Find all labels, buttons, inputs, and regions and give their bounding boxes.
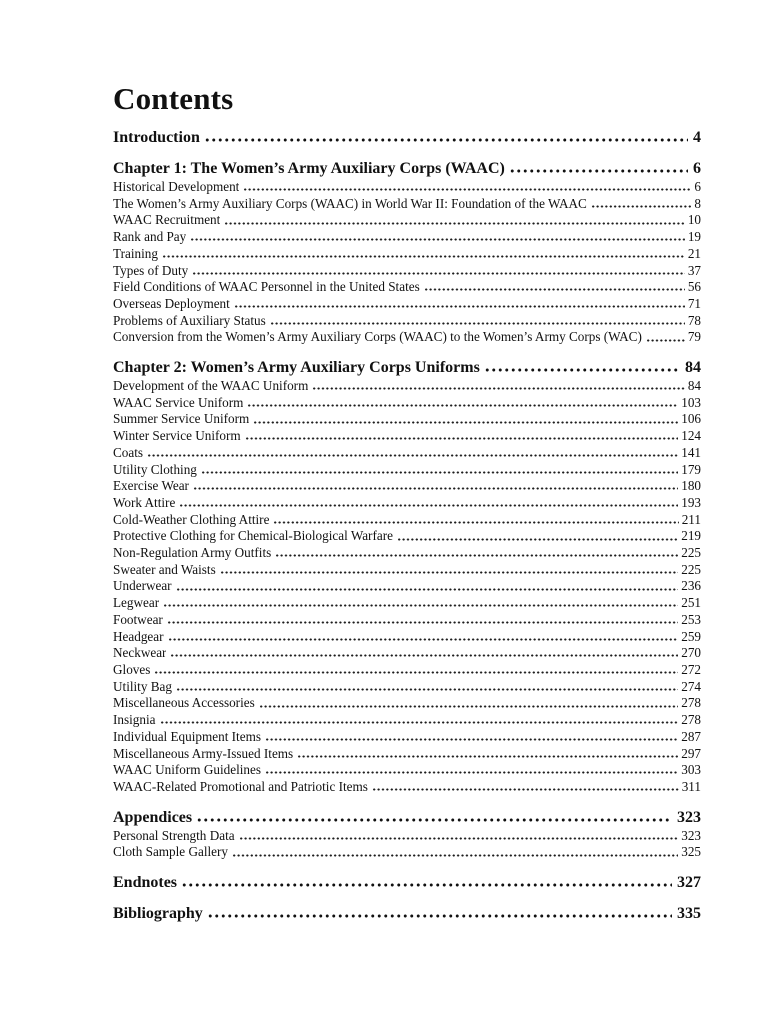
dot-leader (232, 844, 678, 861)
toc-entry-page-number: 19 (687, 229, 701, 245)
dot-leader (162, 246, 685, 263)
toc-entry-row (113, 528, 701, 545)
toc-entry-label: WAAC Uniform Guidelines (113, 762, 261, 778)
toc-heading-label: Chapter 2: Women’s Army Auxiliary Corps Uniforms (113, 359, 480, 377)
dot-leader (646, 329, 685, 346)
dot-leader (265, 762, 678, 779)
toc-entry-page-number: 141 (681, 444, 701, 460)
toc-heading-row (113, 904, 701, 923)
toc-entry-row (113, 313, 701, 330)
toc-entry-page-number: 278 (681, 695, 701, 711)
toc-entry-label: Headgear (113, 628, 164, 644)
dot-leader (193, 478, 678, 495)
dot-leader (179, 495, 678, 512)
toc-entry-label: Gloves (113, 661, 151, 677)
toc-entry-label: Problems of Auxiliary Status (113, 312, 266, 328)
toc-entry-row (113, 828, 701, 845)
toc-entry-page-number: 193 (681, 494, 701, 510)
toc-entry-page-number: 325 (681, 844, 701, 860)
dot-leader (247, 395, 678, 412)
toc-entry-label: Rank and Pay (113, 229, 187, 245)
toc-entry-page-number: 225 (681, 545, 701, 561)
toc-entry-label: Exercise Wear (113, 478, 189, 494)
toc-entry-row (113, 196, 701, 213)
dot-leader (201, 462, 678, 479)
toc-entry-row (113, 428, 701, 445)
toc-entry-page-number: 251 (681, 595, 701, 611)
dot-leader (163, 595, 678, 612)
dot-leader (147, 445, 678, 462)
toc-entry-page-number: 71 (687, 295, 701, 311)
toc-entry-label: Development of the WAAC Uniform (113, 378, 309, 394)
toc-section (113, 904, 701, 923)
dot-leader (259, 695, 678, 712)
toc-entry-label: Miscellaneous Army-Issued Items (113, 745, 294, 761)
toc-entry-row (113, 595, 701, 612)
dot-leader (176, 578, 679, 595)
toc-entry-label: Training (113, 245, 158, 261)
toc-section (113, 808, 701, 861)
toc-entry-label: Miscellaneous Accessories (113, 695, 255, 711)
toc-heading-label: Endnotes (113, 874, 178, 892)
toc-entry-label: Winter Service Uniform (113, 428, 241, 444)
toc-section (113, 358, 701, 796)
toc-heading-page-number: 6 (693, 160, 701, 177)
toc-entry-row (113, 411, 701, 428)
toc-entry-row (113, 279, 701, 296)
toc-heading-page-number: 323 (677, 808, 701, 826)
toc-entry-label: Underwear (113, 578, 172, 594)
toc-entry-label: Work Attire (113, 494, 176, 510)
toc-entry-row (113, 263, 701, 280)
toc-entry-label: Legwear (113, 595, 160, 611)
toc-entry-row (113, 762, 701, 779)
toc-entry-page-number: 323 (681, 827, 701, 843)
toc-entry-row (113, 844, 701, 861)
toc-entry-row (113, 495, 701, 512)
toc-heading-row (113, 808, 701, 827)
toc-entry-label: WAAC Recruitment (113, 212, 221, 228)
toc-entry-page-number: 10 (687, 212, 701, 228)
toc-entry-label: Conversion from the Women’s Army Auxiliary Corps (WAAC) to the Women’s Army Corps (WAC) (113, 329, 642, 345)
dot-leader (224, 212, 685, 229)
toc-entry-row (113, 629, 701, 646)
toc-entry-label: Overseas Deployment (113, 295, 230, 311)
toc-entry-row (113, 378, 701, 395)
toc-entry-row (113, 695, 701, 712)
toc-heading-page-number: 327 (677, 874, 701, 892)
toc-entry-label: Coats (113, 444, 144, 460)
dot-leader (176, 679, 678, 696)
dot-leader (243, 179, 691, 196)
toc-heading-row (113, 358, 701, 377)
dot-leader (273, 512, 678, 529)
dot-leader (591, 196, 692, 213)
toc-entry-label: Field Conditions of WAAC Personnel in the United States (113, 279, 420, 295)
toc-entry-page-number: 297 (681, 745, 701, 761)
toc-entry-label: Protective Clothing for Chemical-Biological Warfare (113, 528, 393, 544)
toc-entry-row (113, 478, 701, 495)
toc-entry-label: Neckwear (113, 645, 167, 661)
toc-entry-label: The Women’s Army Auxiliary Corps (WAAC) in World War II: Foundation of the WAAC (113, 195, 587, 211)
toc-heading-row (113, 128, 701, 147)
toc-entry-page-number: 56 (687, 279, 701, 295)
dot-leader (397, 528, 678, 545)
dot-leader (160, 712, 679, 729)
toc-entry-row (113, 329, 701, 346)
dot-leader (207, 904, 672, 923)
toc-entry-label: Types of Duty (113, 262, 189, 278)
dot-leader (204, 128, 688, 147)
dot-leader (234, 296, 685, 313)
dot-leader (245, 428, 679, 445)
toc-entry-page-number: 259 (681, 628, 701, 644)
dot-leader (312, 378, 684, 395)
toc-heading-row (113, 159, 701, 178)
toc-entry-page-number: 78 (687, 312, 701, 328)
toc-entry-page-number: 270 (681, 645, 701, 661)
toc-entry-page-number: 6 (694, 179, 701, 194)
toc-entry-page-number: 274 (681, 678, 701, 694)
toc-entry-row (113, 662, 701, 679)
toc-heading-page-number: 4 (693, 129, 701, 146)
toc-heading-row (113, 873, 701, 892)
toc-entry-page-number: 287 (681, 728, 701, 744)
dot-leader (509, 159, 688, 178)
toc-entry-page-number: 180 (681, 478, 701, 494)
dot-leader (192, 263, 685, 280)
toc-entry-page-number: 253 (681, 611, 701, 627)
toc-entry-label: Insignia (113, 712, 156, 728)
dot-leader (275, 545, 678, 562)
dot-leader (270, 313, 685, 330)
toc-section (113, 873, 701, 892)
toc-entry-page-number: 225 (681, 561, 701, 577)
toc-entry-page-number: 236 (681, 578, 701, 594)
toc-section (113, 128, 701, 147)
toc-entry-row (113, 562, 701, 579)
toc-entry-row (113, 578, 701, 595)
toc-entry-label: WAAC Service Uniform (113, 394, 244, 410)
toc-entry-label: Utility Clothing (113, 461, 197, 477)
toc-entry-label: Non-Regulation Army Outfits (113, 545, 272, 561)
toc-entry-row (113, 179, 701, 196)
toc-entry-label: Summer Service Uniform (113, 411, 250, 427)
toc-entry-page-number: 219 (681, 528, 701, 544)
toc-heading-label: Bibliography (113, 905, 203, 923)
dot-leader (265, 729, 678, 746)
toc-entry-row (113, 729, 701, 746)
toc-heading-label: Chapter 1: The Women’s Army Auxiliary Corps (WAAC) (113, 160, 505, 177)
toc-page (113, 82, 701, 923)
toc-entry-row (113, 645, 701, 662)
toc-sections (113, 128, 701, 923)
toc-entry-label: Personal Strength Data (113, 827, 235, 843)
toc-entry-row (113, 296, 701, 313)
toc-entry-page-number: 303 (681, 762, 701, 778)
dot-leader (154, 662, 678, 679)
toc-entry-label: Historical Development (113, 179, 240, 194)
toc-entry-page-number: 179 (681, 461, 701, 477)
toc-entry-row (113, 746, 701, 763)
dot-leader (196, 808, 672, 827)
toc-entry-label: Individual Equipment Items (113, 728, 261, 744)
toc-section (113, 159, 701, 346)
toc-entry-row (113, 545, 701, 562)
toc-entry-row (113, 445, 701, 462)
toc-entry-row (113, 212, 701, 229)
toc-entry-label: WAAC-Related Promotional and Patriotic Items (113, 778, 368, 794)
toc-entry-page-number: 8 (694, 195, 701, 211)
toc-heading-label: Introduction (113, 129, 200, 146)
toc-entry-page-number: 272 (681, 661, 701, 677)
toc-entry-page-number: 21 (687, 245, 701, 261)
toc-entry-row (113, 712, 701, 729)
dot-leader (297, 746, 678, 763)
toc-entry-row (113, 462, 701, 479)
toc-entry-page-number: 124 (681, 428, 701, 444)
dot-leader (170, 645, 678, 662)
toc-entry-page-number: 311 (681, 778, 701, 794)
toc-entry-label: Cloth Sample Gallery (113, 844, 229, 860)
toc-heading-page-number: 84 (685, 359, 701, 377)
toc-entry-page-number: 79 (687, 329, 701, 345)
dot-leader (253, 411, 678, 428)
toc-entry-page-number: 103 (681, 394, 701, 410)
dot-leader (167, 612, 678, 629)
dot-leader (220, 562, 679, 579)
dot-leader (372, 779, 679, 796)
toc-entry-row (113, 512, 701, 529)
toc-entry-page-number: 278 (681, 712, 701, 728)
toc-entry-row (113, 395, 701, 412)
toc-entry-label: Utility Bag (113, 678, 172, 694)
toc-entry-page-number: 106 (681, 411, 701, 427)
dot-leader (181, 873, 672, 892)
toc-entry-page-number: 211 (681, 511, 701, 527)
dot-leader (168, 629, 679, 646)
toc-entry-page-number: 37 (687, 262, 701, 278)
dot-leader (424, 279, 685, 296)
toc-heading-page-number: 335 (677, 905, 701, 923)
page-title: Contents (113, 81, 234, 116)
toc-entry-row (113, 679, 701, 696)
toc-entry-row (113, 229, 701, 246)
dot-leader (239, 828, 679, 845)
toc-entry-row (113, 612, 701, 629)
toc-entry-label: Cold-Weather Clothing Attire (113, 511, 270, 527)
dot-leader (190, 229, 685, 246)
toc-entry-label: Sweater and Waists (113, 561, 216, 577)
toc-entry-row (113, 246, 701, 263)
dot-leader (484, 358, 680, 377)
toc-entry-row (113, 779, 701, 796)
toc-heading-label: Appendices (113, 808, 193, 826)
toc-entry-label: Footwear (113, 611, 163, 627)
toc-entry-page-number: 84 (687, 378, 701, 394)
